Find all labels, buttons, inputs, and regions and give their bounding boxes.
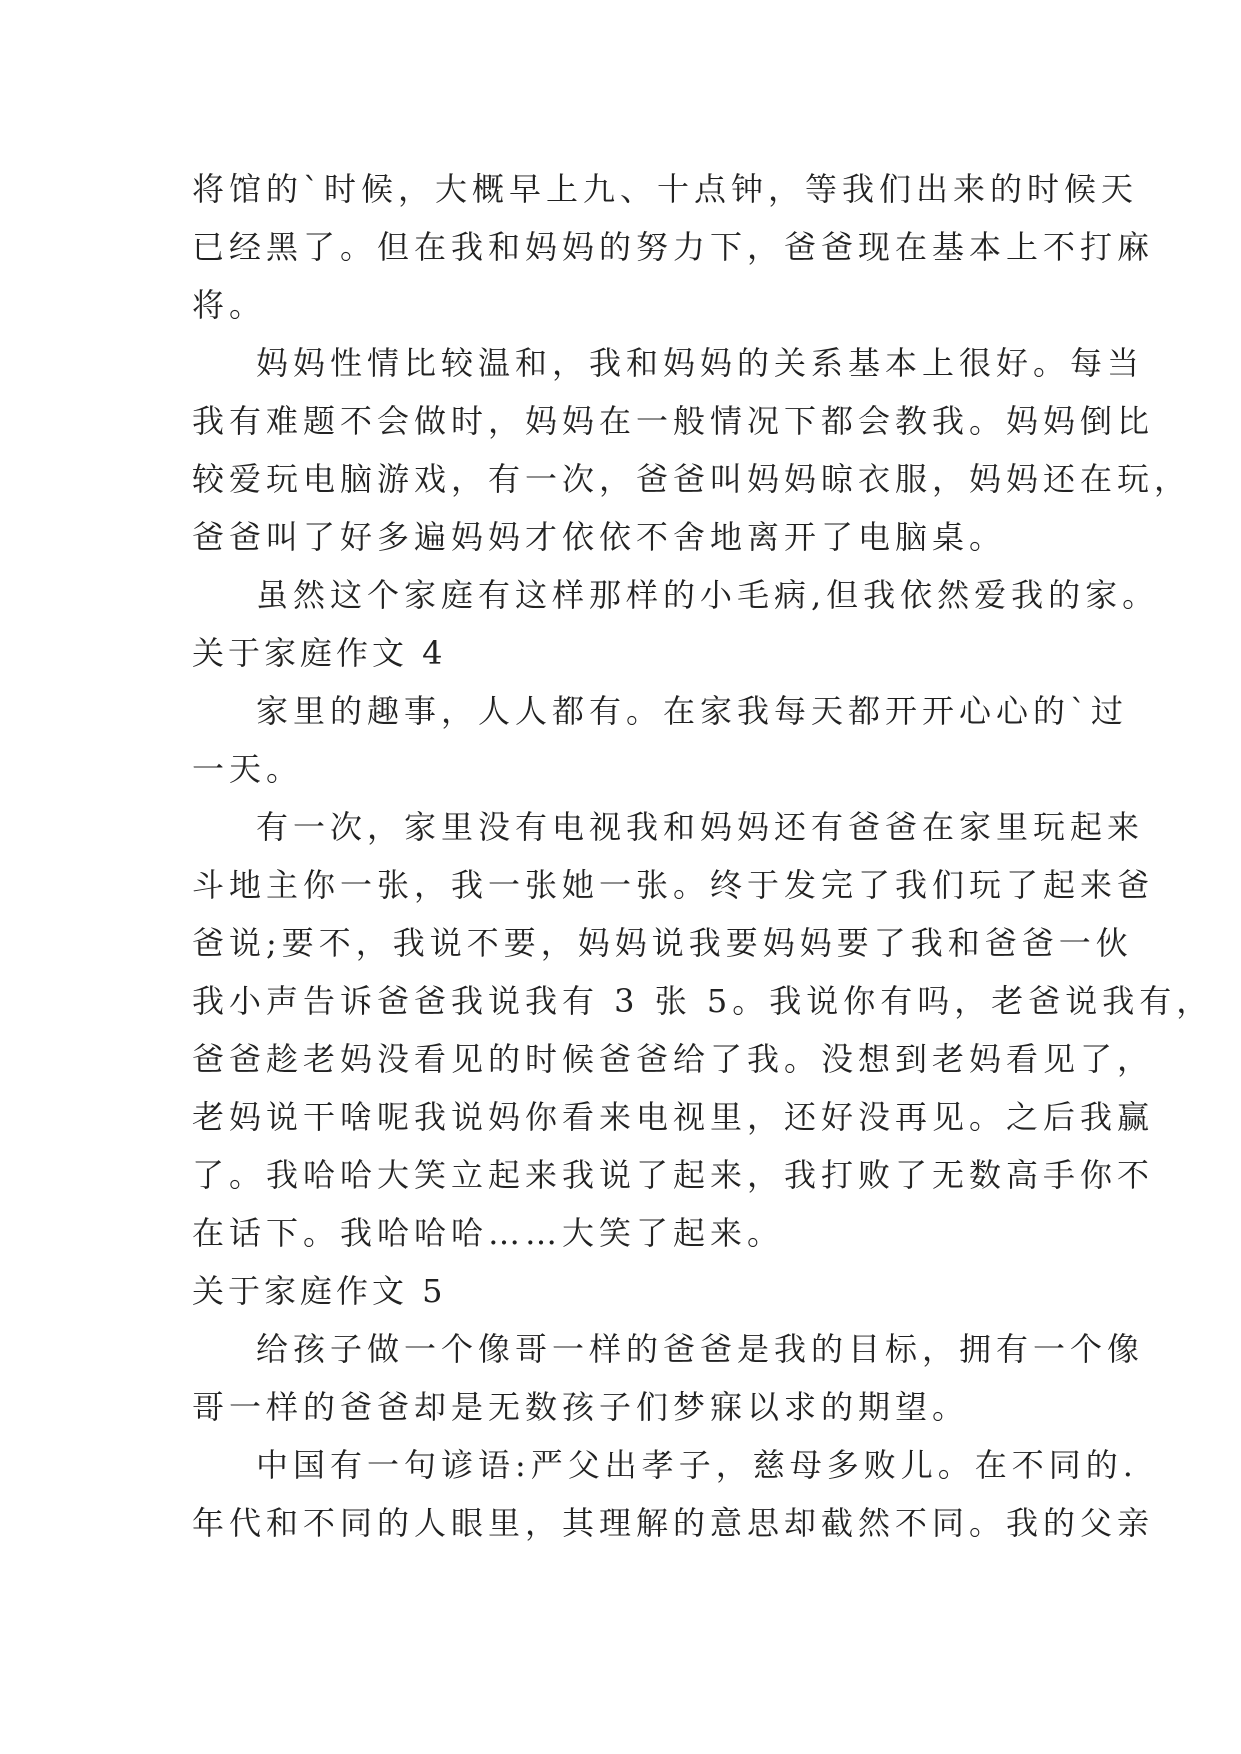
text-line: 斗地主你一张，我一张她一张。终于发完了我们玩了起来爸 bbox=[192, 866, 1155, 904]
text-line: 一天。 bbox=[192, 750, 304, 788]
text-line: 将。 bbox=[192, 286, 267, 324]
text-line: 给孩子做一个像哥一样的爸爸是我的目标，拥有一个像 bbox=[256, 1330, 1145, 1368]
text-line: 关于家庭作文 4 bbox=[192, 634, 447, 672]
text-line: 妈妈性情比较温和，我和妈妈的关系基本上很好。每当 bbox=[256, 344, 1145, 382]
paragraph bbox=[192, 1320, 1145, 1436]
text-line: 我小声告诉爸爸我说我有 3 张 5。我说你有吗，老爸说我有， bbox=[192, 982, 1214, 1020]
text-line: 老妈说干啥呢我说妈你看来电视里，还好没再见。之后我赢 bbox=[192, 1098, 1155, 1136]
text-line: 中国有一句谚语:严父出孝子，慈母多败儿。在不同的. bbox=[256, 1446, 1138, 1484]
text-line: 家里的趣事，人人都有。在家我每天都开开心心的`过 bbox=[256, 692, 1129, 730]
text-line: 将馆的`时候，大概早上九、十点钟，等我们出来的时候天 bbox=[192, 170, 1139, 208]
text-line: 较爱玩电脑游戏，有一次，爸爸叫妈妈晾衣服，妈妈还在玩， bbox=[192, 460, 1192, 498]
paragraph bbox=[192, 798, 1214, 1262]
paragraph bbox=[192, 334, 1192, 566]
text-line: 年代和不同的人眼里，其理解的意思却截然不同。我的父亲 bbox=[192, 1504, 1155, 1542]
section-heading bbox=[192, 624, 1072, 682]
paragraph bbox=[192, 682, 1129, 798]
text-line: 有一次，家里没有电视我和妈妈还有爸爸在家里玩起来 bbox=[256, 808, 1145, 846]
document-body bbox=[192, 160, 1214, 1552]
text-line: 哥一样的爸爸却是无数孩子们梦寐以求的期望。 bbox=[192, 1388, 970, 1426]
paragraph bbox=[192, 566, 1160, 624]
text-line: 我有难题不会做时，妈妈在一般情况下都会教我。妈妈倒比 bbox=[192, 402, 1155, 440]
text-line: 爸说;要不，我说不要，妈妈说我要妈妈要了我和爸爸一伙 bbox=[192, 924, 1133, 962]
text-line: 已经黑了。但在我和妈妈的努力下，爸爸现在基本上不打麻 bbox=[192, 228, 1155, 266]
text-line: 爸爸叫了好多遍妈妈才依依不舍地离开了电脑桌。 bbox=[192, 518, 1007, 556]
text-line: 了。我哈哈大笑立起来我说了起来，我打败了无数高手你不 bbox=[192, 1156, 1155, 1194]
paragraph bbox=[192, 1436, 1155, 1552]
paragraph bbox=[192, 160, 1155, 334]
section-heading bbox=[192, 1262, 1072, 1320]
text-line: 爸爸趁老妈没看见的时候爸爸给了我。没想到老妈看见了， bbox=[192, 1040, 1155, 1078]
text-line: 虽然这个家庭有这样那样的小毛病,但我依然爱我的家。 bbox=[256, 576, 1160, 614]
text-line: 关于家庭作文 5 bbox=[192, 1272, 447, 1310]
text-line: 在话下。我哈哈哈……大笑了起来。 bbox=[192, 1214, 785, 1252]
